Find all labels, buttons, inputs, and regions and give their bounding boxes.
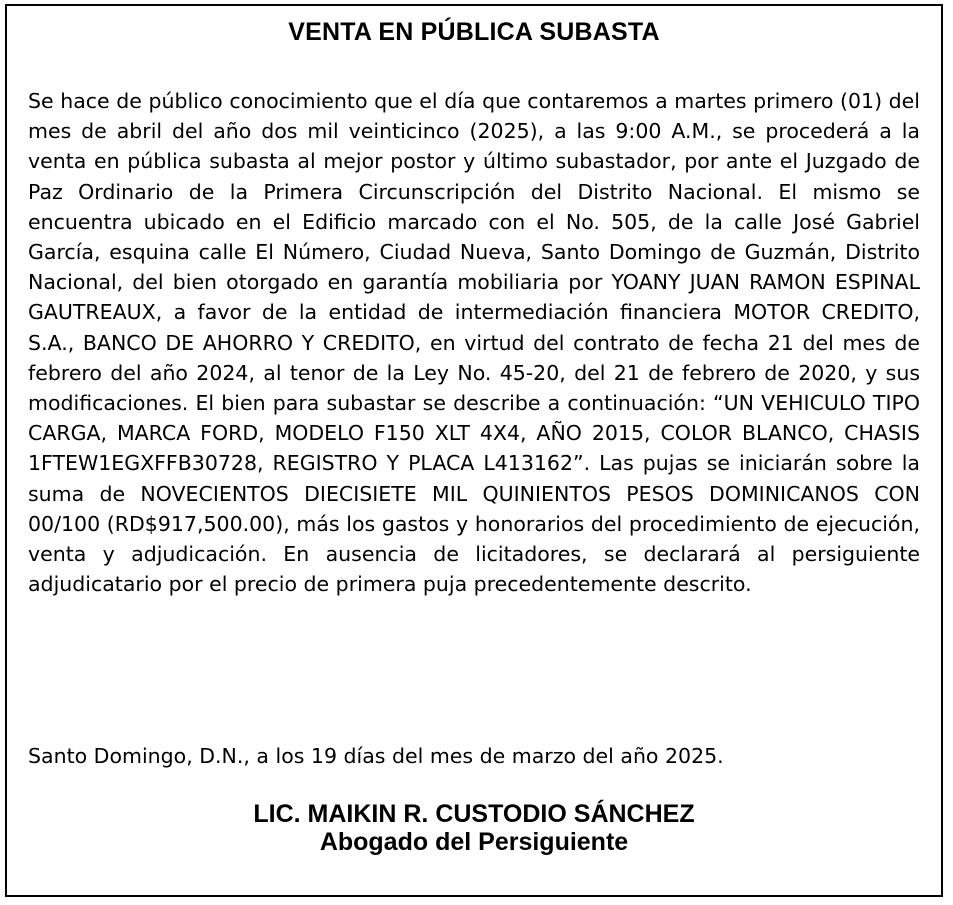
signer-name: LIC. MAIKIN R. CUSTODIO SÁNCHEZ	[253, 800, 695, 828]
notice-body: Se hace de público conocimiento que el día que contaremos a martes primero (01) del mes de abril del año dos mil veinticinco (2025), a las 9:00 A.M., se procederá a la venta en pública subasta al mejor postor y último subastador, por ante el Juzgado de Paz Ordinario de la Primera Circunscripción del Distrito Nacional. El mismo se encuentra ubicado en el Edificio marcado con el No. 505, de la calle José Gabriel García, esquina calle El Número, Ciudad Nueva, Santo Domingo de Guzmán, Distrito Nacional, del bien otorgado en garantía mobiliaria por YOANY JUAN RAMON ESPINAL GAUTREAUX, a favor de la entidad de intermediación financiera MOTOR CREDITO, S.A., BANCO DE AHORRO Y CREDITO, en virtud del contrato de fecha 21 del mes de febrero del año 2024, al tenor de la Ley No. 45-20, del 21 de febrero de 2020, y sus modificaciones. El bien para subastar se describe a continuación: “UN VEHICULO TIPO CARGA, MARCA FORD, MODELO F150 XLT 4X4, AÑO 2015, COLOR BLANCO, CHASIS 1FTEW1EGXFFB30728, REGISTRO Y PLACA L413162”. Las pujas se iniciarán sobre la suma de NOVECIENTOS DIECISIETE MIL QUINIENTOS PESOS DOMINICANOS CON 00/100 (RD$917,500.00), más los gastos y honorarios del procedimiento de ejecución, venta y adjudicación. En ausencia de licitadores, se declarará al persiguiente adjudicatario por el precio de primera puja precedentemente descrito.	[28, 89, 920, 597]
notice-closing: Santo Domingo, D.N., a los 19 días del mes de marzo del año 2025.	[28, 744, 724, 768]
legal-notice	[5, 4, 943, 897]
signer-role: Abogado del Persiguiente	[319, 828, 629, 856]
notice-title: VENTA EN PÚBLICA SUBASTA	[288, 18, 660, 46]
